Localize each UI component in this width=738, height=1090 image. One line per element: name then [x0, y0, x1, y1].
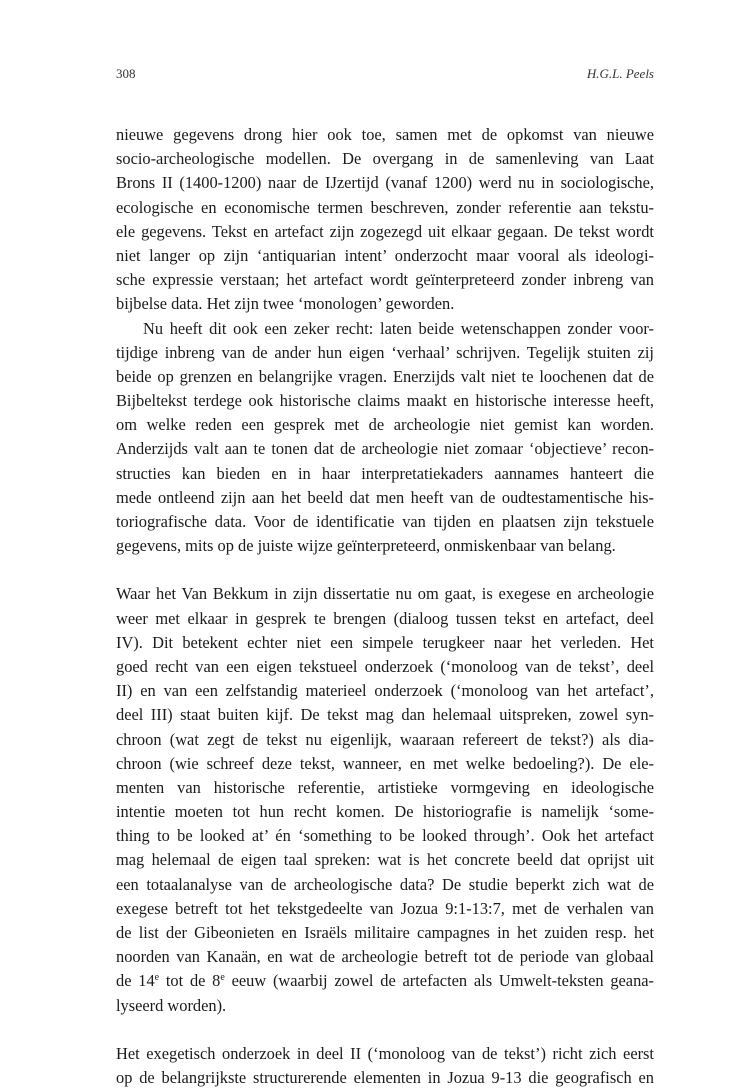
paragraph — [116, 317, 654, 559]
text-line: weer met elkaar in gesprek te brengen (dialoog tussen tekst en artefact, deel — [116, 608, 654, 628]
text-line: beide op grenzen en belangrijke vragen. Enerzijds valt niet te loochenen dat de — [116, 366, 654, 386]
text-line: bijbelse data. Het zijn twee ‘monologen’ geworden. — [116, 294, 455, 314]
text-line: Waar het Van Bekkum in zijn dissertatie nu om gaat, is exegese en archeologie — [116, 584, 654, 604]
text-line: mag helemaal de eigen taal spreken: wat is het concrete beeld dat oprijst uit — [116, 850, 654, 870]
text-line: Brons II (1400-1200) naar de IJzertijd (vanaf 1200) werd nu in sociologische, — [116, 173, 654, 193]
text-line: sche expressie verstaan; het artefact wordt geïnterpreteerd zonder inbreng van — [116, 270, 654, 290]
text-line: ele gegevens. Tekst en artefact zijn zogezegd uit elkaar gegaan. De tekst wordt — [116, 221, 654, 241]
text-line: II) en van een zelfstandig materieel onderzoek (‘monoloog van het artefact’, — [116, 681, 654, 701]
text-line: toriografische data. Voor de identificatie van tijden en plaatsen zijn tekstuele — [116, 512, 654, 531]
text-line: Bijbeltekst terdege ook historische claims maakt en historische interesse heeft, — [116, 391, 654, 411]
text-line: op de belangrijkste structurerende elementen in Jozua 9-13 die geografisch en — [116, 1067, 654, 1087]
text-line: socio-archeologische modellen. De overgang in de samenleving van Laat — [116, 149, 654, 169]
text-line: nieuwe gegevens drong hier ook toe, samen met de opkomst van nieuwe — [116, 125, 654, 144]
paragraph-gap — [116, 1018, 654, 1042]
text-line: menten van historische referentie, artistieke vormgeving en ideologische — [116, 777, 654, 797]
text-line: om welke reden een gesprek met de archeologie niet gemist kan worden. — [116, 415, 654, 435]
text-line: tijdige inbreng van de ander hun eigen ‘verhaal’ schrijven. Tegelijk stuiten zij — [116, 342, 654, 362]
text-line: gegevens, mits op de juiste wijze geïnterpreteerd, onmiskenbaar van belang. — [116, 536, 616, 556]
text-line-with-superscripts: de 14e tot de 8e eeuw (waarbij zowel de artefacten als Umwelt-teksten geana- — [116, 971, 654, 991]
text-line: structies kan bieden en in haar interpretatiekaders aannames hanteert die — [116, 463, 654, 483]
text-line: Het exegetisch onderzoek in deel II (‘monoloog van de tekst’) richt zich eerst — [116, 1043, 654, 1063]
body-text — [116, 123, 654, 1090]
text-line: Anderzijds valt aan te tonen dat de archeologie niet zomaar ‘objectieve’ recon- — [116, 439, 654, 459]
running-head — [116, 66, 654, 86]
paragraph — [116, 1042, 654, 1090]
text-line: ecologische en economische termen beschreven, zonder referentie aan tekstu- — [116, 197, 654, 217]
paragraph — [116, 123, 654, 317]
text-line: noorden van Kanaän, en wat de archeologie betreft tot de periode van globaal — [116, 947, 654, 967]
superscript: e — [154, 972, 160, 984]
text-line: goed recht van een eigen tekstueel onderzoek (‘monoloog van de tekst’, deel — [116, 656, 654, 676]
running-head-author: H.G.L. Peels — [586, 66, 654, 81]
text-line: chroon (wie schreef deze tekst, wanneer, en met welke bedoeling?). De ele- — [116, 753, 654, 773]
text-line: intentie moeten tot hun recht komen. De historiografie is namelijk ‘some- — [116, 802, 654, 822]
text-line: lyseerd worden). — [116, 995, 227, 1015]
text-line: exegese betreft tot het tekstgedeelte van Jozua 9:1-13:7, met de verhalen van — [116, 898, 654, 918]
superscript: e — [220, 972, 225, 984]
text-line: thing to be looked at’ én ‘something to be looked through’. Ook het artefact — [116, 826, 654, 846]
text-line: chroon (wat zegt de tekst nu eigenlijk, waaraan refereert de tekst?) als dia- — [116, 729, 654, 749]
text-line: deel III) staat buiten kijf. De tekst mag dan helemaal uitspreken, zowel syn- — [116, 705, 654, 725]
page-number: 308 — [116, 66, 136, 81]
paragraph-gap — [116, 558, 654, 582]
text-line: mede ontleend zijn aan het beeld dat men heeft van de oudtestamentische his- — [116, 487, 654, 507]
text-line: een totaalanalyse van de archeologische data? De studie beperkt zich wat de — [116, 874, 654, 894]
paragraph — [116, 582, 654, 1017]
text-line: Nu heeft dit ook een zeker recht: laten beide wetenschappen zonder voor- — [143, 318, 654, 338]
text-line: de list der Gibeonieten en Israëls militaire campagnes in het zuiden resp. het — [116, 923, 654, 942]
text-line: niet langer op zijn ‘antiquarian intent’ onderzocht maar vooral als ideologi- — [116, 245, 654, 265]
text-line: IV). Dit betekent echter niet een simpele terugkeer naar het verleden. Het — [116, 632, 654, 652]
